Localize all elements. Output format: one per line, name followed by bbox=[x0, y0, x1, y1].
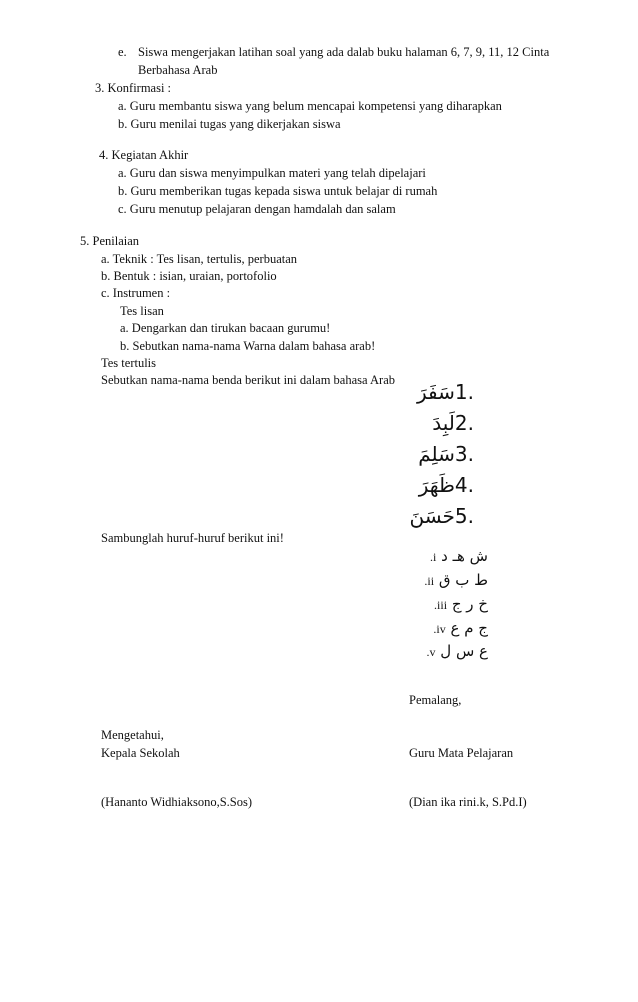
activity-e-marker: e. bbox=[118, 45, 127, 59]
kegiatan-akhir-heading: 4. Kegiatan Akhir bbox=[99, 148, 189, 162]
letter-set-1: .i ش هـ د bbox=[430, 547, 488, 565]
penilaian-heading: 5. Penilaian bbox=[80, 234, 140, 248]
akhir-item-c: c. Guru menutup pelajaran dengan hamdalah dan salam bbox=[118, 202, 396, 216]
konfirmasi-heading: 3. Konfirmasi : bbox=[95, 81, 172, 95]
tes-tertulis-label: Tes tertulis bbox=[101, 356, 157, 370]
signature-guru-name: (Dian ika rini.k, S.Pd.I) bbox=[409, 795, 527, 809]
signature-mengetahui: Mengetahui, bbox=[101, 728, 164, 742]
arabic-word-1: .1سَفَرَ bbox=[416, 380, 474, 404]
akhir-item-a: a. Guru dan siswa menyimpulkan materi yang telah dipelajari bbox=[118, 166, 426, 180]
arabic-word-3: .3سَلِمَ bbox=[418, 442, 474, 466]
konfirmasi-item-a: a. Guru membantu siswa yang belum mencapai kompetensi yang diharapkan bbox=[118, 99, 502, 113]
letter-set-2: .ii ط ب ق bbox=[424, 571, 488, 589]
akhir-item-b: b. Guru memberikan tugas kepada siswa untuk belajar di rumah bbox=[118, 184, 438, 198]
tes-tertulis-instruction: Sebutkan nama-nama benda berikut ini dalam bahasa Arab bbox=[101, 373, 395, 387]
sambung-instruction: Sambunglah huruf-huruf berikut ini! bbox=[101, 531, 284, 545]
tes-lisan-item-a: a. Dengarkan dan tirukan bacaan gurumu! bbox=[120, 321, 331, 335]
penilaian-instrumen: c. Instrumen : bbox=[101, 286, 171, 300]
signature-kepala-title: Kepala Sekolah bbox=[101, 746, 180, 760]
arabic-word-4: .4ظَهَرَ bbox=[418, 473, 474, 497]
signature-kepala-name: (Hananto Widhiaksono,S.Sos) bbox=[101, 795, 252, 809]
arabic-word-5: .5حَسَنَ bbox=[409, 504, 474, 528]
penilaian-teknik: a. Teknik : Tes lisan, tertulis, perbuatan bbox=[101, 252, 298, 266]
signature-guru-title: Guru Mata Pelajaran bbox=[409, 746, 514, 760]
tes-lisan-label: Tes lisan bbox=[120, 304, 164, 318]
letter-set-5: .v ع س ل bbox=[426, 642, 488, 660]
arabic-word-2: .2لَبِدَ bbox=[432, 411, 474, 435]
penilaian-bentuk: b. Bentuk : isian, uraian, portofolio bbox=[101, 269, 277, 283]
activity-e-text-line1: Siswa mengerjakan latihan soal yang ada dalab buku halaman 6, 7, 9, 11, 12 Cinta bbox=[138, 45, 550, 59]
letter-set-4: .iv ج م ع bbox=[433, 619, 488, 637]
konfirmasi-item-b: b. Guru menilai tugas yang dikerjakan siswa bbox=[118, 117, 341, 131]
letter-set-3: .iii خ ر ج bbox=[434, 595, 488, 613]
tes-lisan-item-b: b. Sebutkan nama-nama Warna dalam bahasa arab! bbox=[120, 339, 376, 353]
signature-place: Pemalang, bbox=[409, 693, 462, 707]
activity-e-text-line2: Berbahasa Arab bbox=[138, 63, 218, 77]
